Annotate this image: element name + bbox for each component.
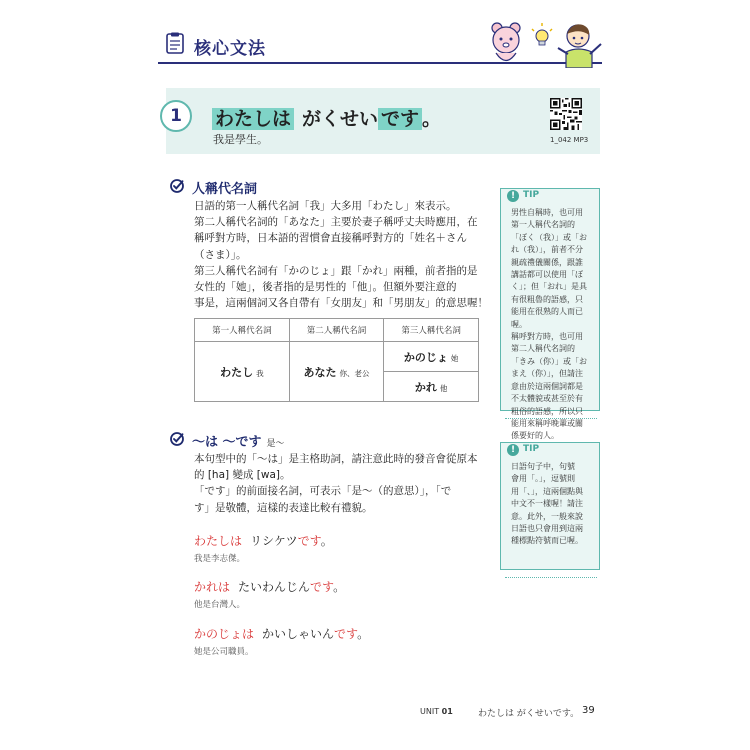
highlight-copula: です [378, 108, 422, 130]
pattern-meaning: 是～ [266, 439, 285, 449]
body-line: 女性的「她」，後者指的是男性的「他」。但額外要注意的 [194, 281, 457, 294]
example-period: 。 [333, 580, 346, 594]
checkmark-icon [170, 432, 184, 446]
tip-line: 意。此外，一般來說 [511, 511, 583, 521]
audio-track-label: 1_042 MP3 [550, 136, 589, 144]
body-line: 第三人稱代名詞有「かのじょ」跟「かれ」兩種，前者指的是 [194, 264, 478, 277]
body-line: 事是，這兩個詞又各自帶有「女朋友」和「男朋友」的意思喔！ [194, 297, 488, 310]
bear-character-icon [492, 23, 520, 61]
example-translation: 我是李志傑。 [194, 554, 246, 564]
body-line: 本句型中的「～は」是主格助詞，請注意此時的發音會從原本 [194, 453, 478, 465]
tip-text [511, 207, 591, 443]
example-noun: たいわんじん [238, 580, 311, 594]
example-period: 。 [320, 534, 333, 548]
body-line: す」是敬體，這樣的表達比較有禮貌。 [194, 501, 373, 514]
pronoun-table [194, 318, 479, 402]
sentence-noun: がくせい [302, 108, 379, 130]
body-line: 的 [ha] 變成 [wa]。 [194, 469, 291, 482]
pronoun-zh: 我 [256, 368, 264, 378]
tip-exclamation-icon: ! [507, 190, 519, 202]
section-title-pronouns: 人稱代名詞 [192, 182, 258, 197]
notepad-icon [166, 32, 184, 54]
header-illustration [482, 18, 604, 68]
pronoun-zh: 他 [439, 383, 448, 393]
example-topic: わたしは [194, 534, 243, 548]
example-translation: 他是台灣人。 [194, 600, 246, 610]
example-noun: リシケツ [250, 534, 298, 548]
example-topic: かのじょは [194, 627, 255, 641]
unit-label: UNIT [420, 707, 440, 716]
body-line: （さま）」。 [194, 248, 247, 261]
pronoun-zh: 她 [450, 353, 459, 363]
body-line: 日語的第一人稱代名詞「我」大多用「わたし」來表示。 [194, 200, 457, 212]
tip-line: 講話都可以使用「ぼ [511, 270, 583, 280]
tip-box [500, 442, 600, 570]
page-number: 39 [582, 705, 595, 716]
pronoun-jp: あなた [303, 365, 337, 379]
lesson-translation: 我是學生。 [213, 133, 268, 146]
tip-divider [505, 577, 597, 578]
tip-line: 會用「。」，逗號則 [511, 474, 575, 484]
example-noun: かいしゃいん [262, 627, 335, 641]
sentence-period: 。 [422, 108, 442, 130]
tip-divider [505, 418, 597, 419]
pronoun-jp: かれ [414, 380, 437, 394]
example-translation: 她是公司職員。 [194, 647, 254, 657]
table-cell-third-person-male [384, 372, 479, 402]
example-sentence [194, 532, 333, 549]
pattern-title: ～は ～です [192, 435, 262, 450]
tip-line: 「きみ（你）」或「お [511, 356, 587, 366]
pronoun-jp: かのじょ [403, 350, 448, 364]
tip-line: 男性自稱時，也可用 [511, 208, 583, 217]
boy-character-icon [558, 24, 601, 68]
example-copula: です [310, 580, 334, 594]
tip-line: 粗俗的語感，所以只 [511, 406, 583, 416]
tip-line: 第二人稱代名詞的 [511, 344, 575, 354]
lesson-number: 1 [160, 100, 192, 132]
tip-line: 親疏禮儀關係，跟誰 [511, 257, 583, 267]
table-header: 第一人稱代名詞 [195, 319, 290, 342]
pronoun-jp: わたし [220, 365, 254, 379]
lightbulb-icon [532, 23, 552, 45]
table-cell-first-person [195, 342, 290, 402]
tip-line: 日語句子中，句號 [511, 462, 575, 471]
tip-line: 「ぼく（我）」或「お [511, 232, 587, 242]
footer-title: わたしは がくせいです。 [478, 709, 580, 719]
table-cell-third-person-female [384, 342, 479, 372]
highlight-topic: わたしは [212, 108, 294, 130]
example-copula: です [334, 627, 358, 641]
checkmark-icon [170, 179, 184, 193]
tip-line: 不太體貌或甚至於有 [511, 394, 583, 404]
section-title-pattern [192, 431, 285, 450]
lesson-sentence [212, 104, 441, 131]
example-copula: です [297, 534, 321, 548]
tip-line: 能用來稱呼晚輩或關 [511, 418, 583, 428]
tip-line: 有很粗魯的語感，只 [511, 294, 583, 304]
tip-label: TIP [523, 190, 540, 200]
tip-line: 係要好的人。 [511, 431, 559, 441]
example-sentence [194, 578, 345, 595]
body-line: 「です」的前面接名詞，可表示「是～（的意思）」，「で [194, 485, 452, 498]
tip-line: 種標點符號而已喔。 [511, 536, 583, 546]
unit-number: 01 [441, 707, 453, 716]
tip-line: 日語也只會用到這兩 [511, 524, 583, 534]
body-line: 第二人稱代名詞的「あなた」主要於妻子稱呼丈夫時應用，在 [194, 216, 478, 229]
qr-code-icon[interactable] [550, 98, 582, 130]
tip-text [511, 461, 591, 548]
tip-line: 中文不一樣喔！請注 [511, 499, 583, 509]
section1-body [194, 198, 489, 311]
tip-line: 意由於這兩個詞都是 [511, 381, 583, 391]
example-topic: かれは [194, 580, 231, 594]
table-cell-second-person [289, 342, 384, 402]
tip-line: れ（我）」，前者不分 [511, 245, 583, 255]
tip-line: 喔。 [511, 319, 527, 329]
table-header: 第二人稱代名詞 [289, 319, 384, 342]
tip-line: 能用在很熟的人而已 [511, 307, 583, 317]
tip-label: TIP [523, 444, 540, 454]
pronoun-zh: 你、老公 [339, 368, 370, 378]
section2-body [194, 451, 489, 516]
tip-line: 用「、」，這兩個點與 [511, 486, 583, 496]
body-line: 稱呼對方時，日本語的習慣會直接稱呼對方的「姓名＋さん [194, 232, 467, 245]
example-sentence [194, 625, 369, 642]
footer-unit [420, 707, 453, 716]
tip-box [500, 188, 600, 441]
example-period: 。 [357, 627, 370, 641]
tip-line: く」；但「おれ」是具 [511, 282, 587, 292]
tip-line: 第一人稱代名詞的 [511, 220, 575, 230]
tip-line: 稱呼對方時，也可用 [511, 332, 583, 342]
table-header: 第三人稱代名詞 [384, 319, 479, 342]
section-header-title: 核心文法 [194, 39, 266, 59]
tip-line: まえ（你）」，但請注 [511, 369, 583, 379]
tip-exclamation-icon: ! [507, 444, 519, 456]
